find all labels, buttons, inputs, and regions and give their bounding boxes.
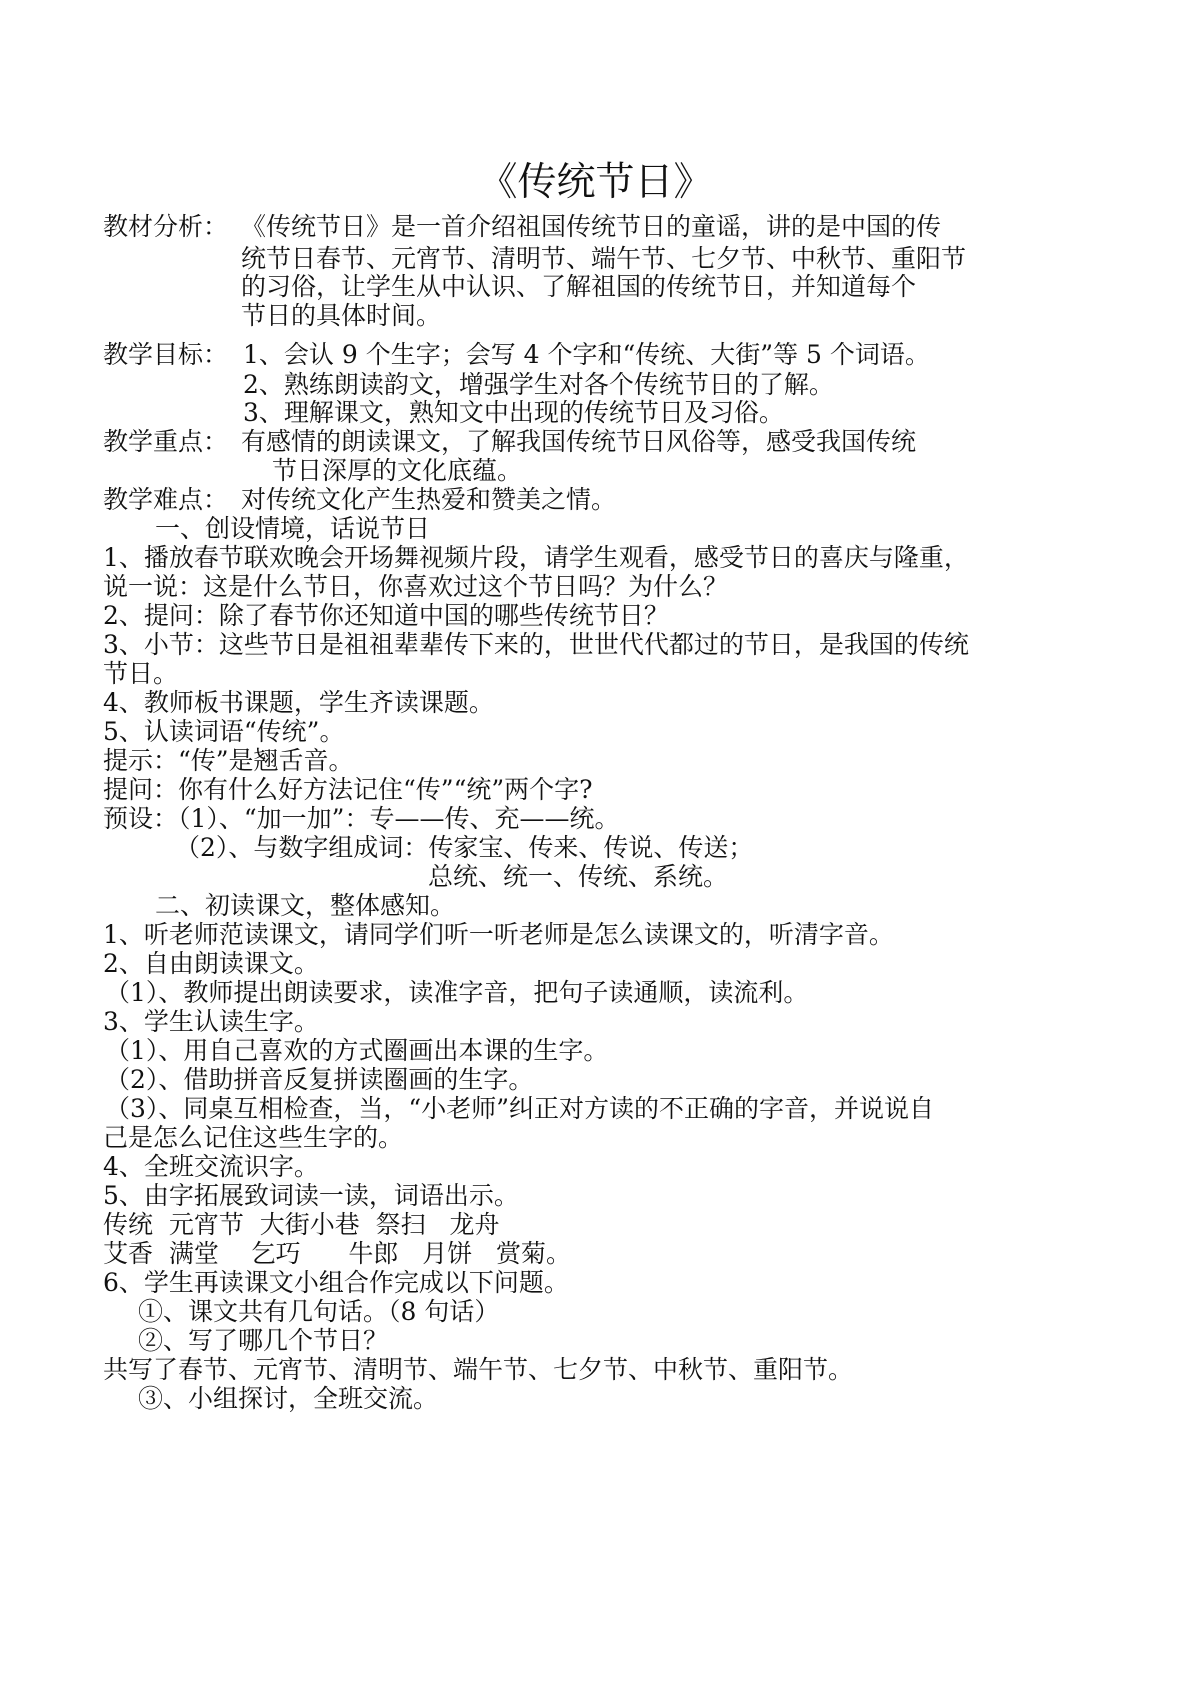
analysis-line: 《传统节日》是一首介绍祖国传统节日的童谣，讲的是中国的传 — [241, 212, 942, 241]
body-line: 共写了春节、元宵节、清明节、端午节、七夕节、中秋节、重阳节。 — [103, 1355, 854, 1384]
difficulty-text: 对传统文化产生热爱和赞美之情。 — [241, 485, 617, 514]
document-title: 《传统节日》 — [478, 160, 713, 205]
body-line: 2、自由朗读课文。 — [103, 949, 319, 978]
body-line: ①、课文共有几句话。（8 句话） — [138, 1297, 500, 1326]
difficulty-label: 教学难点： — [103, 485, 229, 514]
body-line: 总统、统一、传统、系统。 — [428, 862, 729, 891]
body-line: 4、全班交流识字。 — [103, 1152, 319, 1181]
body-line: （2）、借助拼音反复拼读圈画的生字。 — [105, 1065, 534, 1094]
analysis-line: 节日的具体时间。 — [241, 301, 442, 330]
body-line: 己是怎么记住这些生字的。 — [103, 1123, 404, 1152]
body-line: 5、认读词语“传统”。 — [103, 717, 345, 746]
goal-item: 2、熟练朗读韵文，增强学生对各个传统节日的了解。 — [243, 370, 834, 399]
goal-item: 3、理解课文，熟知文中出现的传统节日及习俗。 — [243, 398, 784, 427]
goal-item: 1、会认 9 个生字；会写 4 个字和“传统、大街”等 5 个词语。 — [243, 340, 930, 369]
section-heading: 二、初读课文，整体感知。 — [155, 891, 456, 920]
vocab-line: 传统 元宵节 大街小巷 祭扫 龙舟 — [103, 1210, 500, 1239]
body-line: 1、播放春节联欢晚会开场舞视频片段，请学生观看，感受节日的喜庆与隆重， — [103, 543, 969, 572]
body-line: 提示：“传”是翘舌音。 — [103, 746, 354, 775]
body-line: （1）、教师提出朗读要求，读准字音，把句子读通顺，读流利。 — [105, 978, 809, 1007]
body-line: 5、由字拓展致词读一读，词语出示。 — [103, 1181, 519, 1210]
keypoints-line: 节日深厚的文化底蕴。 — [272, 456, 523, 485]
analysis-line: 的习俗，让学生从中认识、了解祖国的传统节日，并知道每个 — [241, 272, 917, 301]
body-line: 2、提问：除了春节你还知道中国的哪些传统节日？ — [103, 601, 669, 630]
body-line: 6、学生再读课文小组合作完成以下问题。 — [103, 1268, 569, 1297]
body-line: 说一说：这是什么节日，你喜欢过这个节日吗？为什么？ — [103, 572, 729, 601]
keypoints-line: 有感情的朗读课文，了解我国传统节日风俗等，感受我国传统 — [241, 427, 917, 456]
body-line: 1、听老师范读课文，请同学们听一听老师是怎么读课文的，听清字音。 — [103, 920, 894, 949]
keypoints-label: 教学重点： — [103, 427, 229, 456]
body-line: 提问：你有什么好方法记住“传”“统”两个字? — [103, 775, 593, 804]
vocab-line: 艾香 满堂 乞巧 牛郎 月饼 赏菊。 — [103, 1239, 572, 1268]
analysis-label: 教材分析： — [103, 212, 229, 241]
body-line: 3、小节：这些节日是祖祖辈辈传下来的，世世代代都过的节日，是我国的传统 — [103, 630, 969, 659]
body-line: （2）、与数字组成词：传家宝、传来、传说、传送； — [175, 833, 754, 862]
section-heading: 一、创设情境，话说节日 — [155, 514, 431, 543]
body-line: ③、小组探讨，全班交流。 — [138, 1384, 439, 1413]
body-line: 预设：（1）、“加一加”：专——传、充——统。 — [103, 804, 620, 833]
body-line: （3）、同桌互相检查，当，“小老师”纠正对方读的不正确的字音，并说说自 — [105, 1094, 934, 1123]
analysis-line: 统节日春节、元宵节、清明节、端午节、七夕节、中秋节、重阳节 — [241, 244, 967, 273]
body-line: 3、学生认读生字。 — [103, 1007, 319, 1036]
body-line: ②、写了哪几个节日？ — [138, 1326, 389, 1355]
goals-label: 教学目标： — [103, 340, 229, 369]
body-line: （1）、用自己喜欢的方式圈画出本课的生字。 — [105, 1036, 609, 1065]
body-line: 节日。 — [103, 659, 179, 688]
body-line: 4、教师板书课题，学生齐读课题。 — [103, 688, 494, 717]
